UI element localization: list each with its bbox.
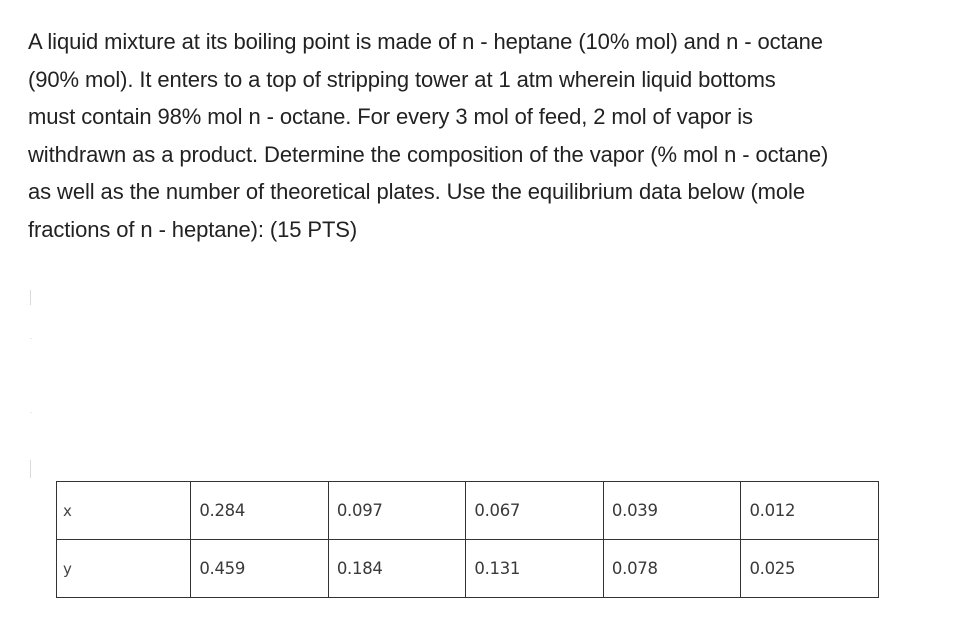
table-row-x <box>57 482 879 540</box>
table-cell: 0.025 <box>741 540 879 598</box>
table-row-y <box>57 540 879 598</box>
question-line: as well as the number of theoretical plates. Use the equilibrium data below (mole <box>28 179 805 204</box>
row-label-x: x <box>57 482 191 540</box>
table-cell: 0.459 <box>191 540 329 598</box>
table-cell: 0.078 <box>603 540 741 598</box>
table-cell: 0.097 <box>328 482 466 540</box>
table-cell: 0.284 <box>191 482 329 540</box>
table-cell: 0.039 <box>603 482 741 540</box>
question-line: A liquid mixture at its boiling point is made of n - heptane (10% mol) and n - octane <box>28 29 823 54</box>
table-cell: 0.184 <box>328 540 466 598</box>
question-line: fractions of n - heptane): (15 PTS) <box>28 216 358 242</box>
question-text <box>28 23 963 248</box>
text-cursor-mark <box>30 290 31 305</box>
faint-mark <box>30 338 32 339</box>
equilibrium-data-table <box>56 481 879 598</box>
table-cell: 0.012 <box>741 482 879 540</box>
row-label-y: y <box>57 540 191 598</box>
faint-mark <box>30 412 32 413</box>
table-cell: 0.067 <box>466 482 604 540</box>
question-line: withdrawn as a product. Determine the composition of the vapor (% mol n - octane) <box>28 141 829 167</box>
question-line: (90% mol). It enters to a top of stripping tower at 1 atm wherein liquid bottoms <box>28 66 776 92</box>
question-line: must contain 98% mol n - octane. For every 3 mol of feed, 2 mol of vapor is <box>28 104 753 129</box>
table-cell: 0.131 <box>466 540 604 598</box>
text-cursor-mark <box>30 460 31 478</box>
